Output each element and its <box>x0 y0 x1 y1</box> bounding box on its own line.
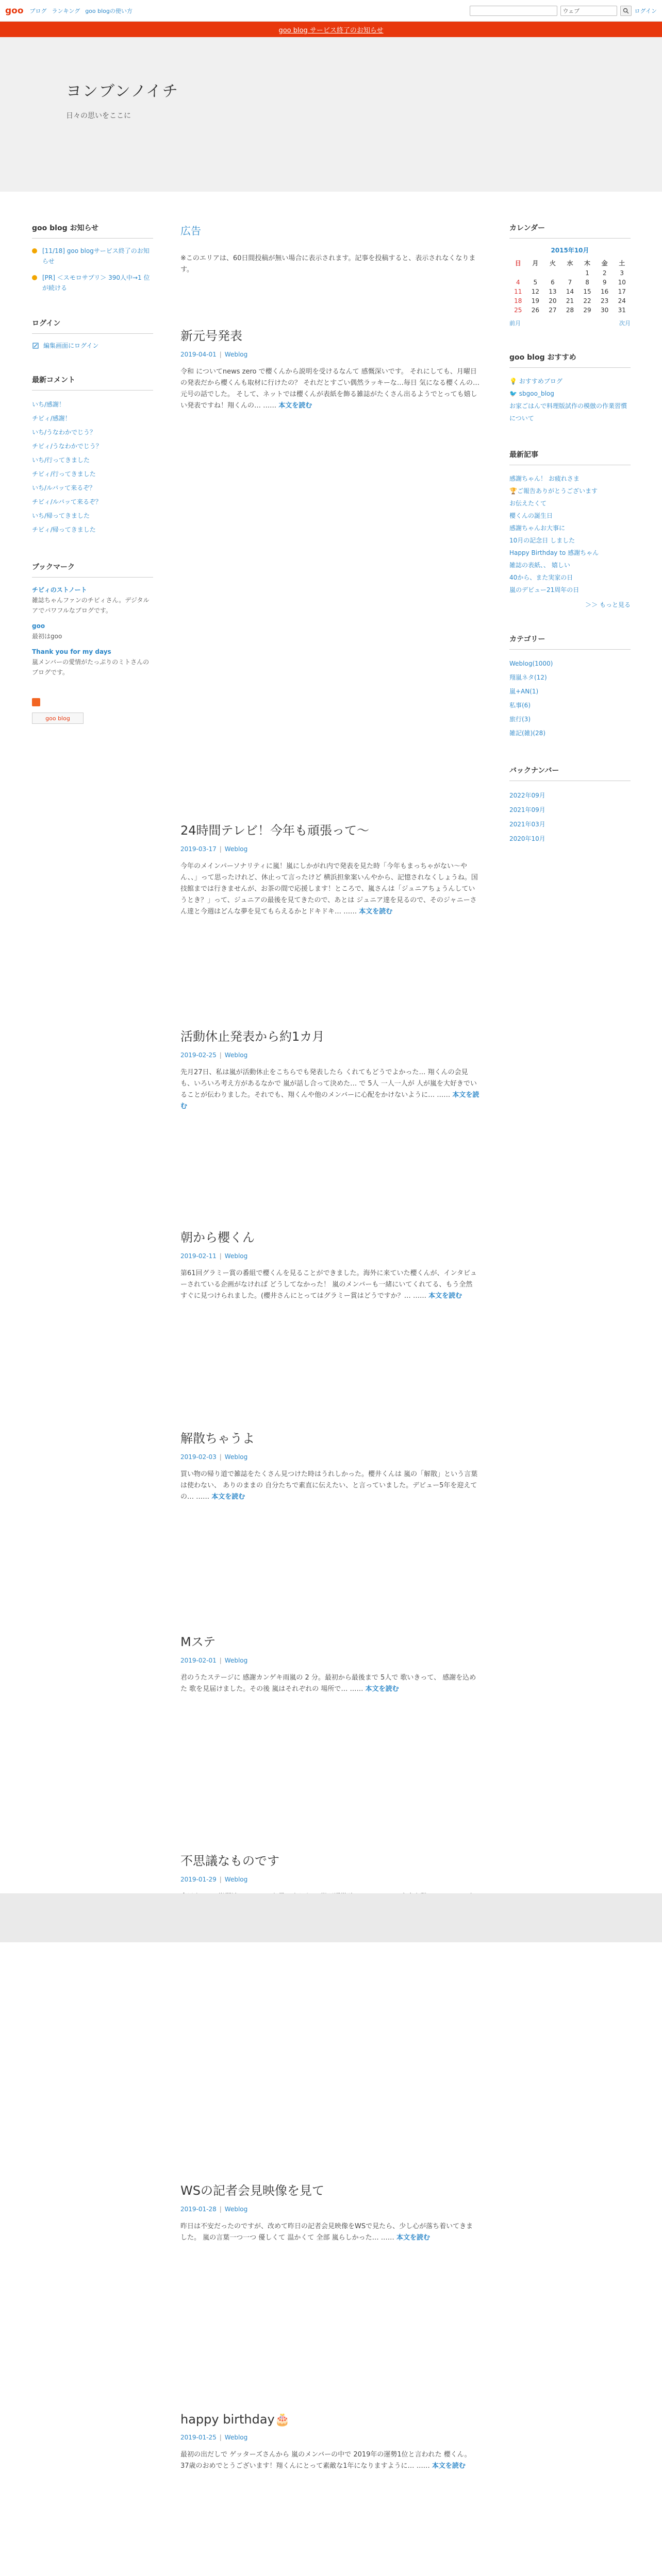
post-title[interactable]: WSの記者会見映像を見て <box>180 2183 324 2198</box>
goo-logo[interactable]: goo <box>5 5 24 16</box>
post-category[interactable]: Weblog <box>224 2206 248 2213</box>
post <box>180 326 479 412</box>
post-title[interactable]: 活動休止発表から約1カ月 <box>180 1029 325 1044</box>
calendar-day[interactable]: 16 <box>600 288 609 295</box>
post-title[interactable]: 朝から櫻くん <box>180 1230 255 1245</box>
category-item[interactable]: 旅行(3) <box>509 716 531 723</box>
goo-notice-title: goo blog お知らせ <box>32 223 153 239</box>
edit-login-label[interactable]: 編集画面にログイン <box>43 342 99 349</box>
post-title[interactable]: 不思議なものです <box>180 1854 279 1868</box>
search-icon <box>623 8 629 14</box>
backnumber-block <box>509 765 631 846</box>
read-more-link[interactable]: 本文を読む <box>432 2462 466 2470</box>
blog-title[interactable]: ヨンブンノイチ <box>66 82 179 100</box>
login-block <box>32 318 153 350</box>
bookmark-item <box>32 585 153 616</box>
topbar-link-ranking[interactable]: ランキング <box>52 7 80 14</box>
comment-item[interactable]: チビィ/ルバッて来るぞ？ <box>32 498 102 505</box>
calendar-day[interactable]: 24 <box>618 297 626 304</box>
calendar-dow: 土 <box>619 260 625 267</box>
post-title[interactable]: happy birthday🎂 <box>180 2412 290 2427</box>
bookmark-item <box>32 647 153 677</box>
calendar-day[interactable]: 29 <box>583 307 591 314</box>
backnumber-item[interactable]: 2021年09月 <box>509 806 545 814</box>
recent-more-link[interactable]: ＞＞ もっと見る <box>585 601 631 608</box>
blog-header <box>0 37 662 192</box>
notice-item-link[interactable]: [PR] ＜スモロサプリ＞ 390人中→1 位が続ける <box>42 274 150 292</box>
recent-posts-title: 最新記事 <box>509 449 631 465</box>
post-title[interactable]: 新元号発表 <box>180 329 242 343</box>
calendar-day[interactable]: 23 <box>600 297 609 304</box>
post-body: 君のうたステージに 感謝カンゲキ雨嵐の 2 分。最初から最後まで 5人で 歌いきって、 感謝を込めた 歌を見届けました。その後 嵐はそれぞれの 場所で… …… 本文を読む <box>180 1674 476 1693</box>
calendar-day[interactable]: 20 <box>549 297 557 304</box>
post-text: 第61回グラミー賞の番組で櫻くんを見ることができました。海外に来ていた櫻くんが、インタビューされている企画がなければ どうしてなかった！ 嵐のメンバーも一緒にいてくれてる、もう全然 すぐに見つけられました。(櫻井さんにとってはグラミー賞はどうですか？… <box>180 1269 477 1300</box>
calendar-dow: 火 <box>549 260 556 267</box>
post <box>180 1227 479 1302</box>
post-text: 最初の出だしで ゲッターズさんから 嵐のメンバーの中で 2019年の運勢1位と言われた 櫻くん。37歳のおめでとうございます！翔くんにとって素敵な1年になりますように… <box>180 2451 471 2470</box>
post-date: 2019-01-29 <box>180 1876 217 1883</box>
calendar-prev-link[interactable]: 前月 <box>509 320 521 327</box>
bookmark-title: ブックマーク <box>32 562 153 578</box>
category-item[interactable]: 嵐+AN(1) <box>509 688 539 695</box>
post-body: 買い物の帰り道で雑誌をたくさん見つけた時はうれしかった。櫻井くんは 嵐の「解散」という言葉は使わない、 ありのままの 自分たちで素直に伝えたい、と言っていました。デビュー5年を迎えての… …… 本文を読む <box>180 1470 478 1501</box>
backnumber-item[interactable]: 2020年10月 <box>509 835 545 842</box>
read-more-link[interactable]: 本文を読む <box>365 1685 399 1693</box>
calendar-day[interactable]: 12 <box>531 288 539 295</box>
blog-description: 日々の思いをここに <box>66 112 131 120</box>
osusume-link[interactable]: お家ごはんで料理版試作の模倣の作業習慣について <box>509 402 627 422</box>
comment-item[interactable]: チビィ/感謝！ <box>32 415 71 422</box>
calendar-day[interactable]: 11 <box>514 288 522 295</box>
comment-item[interactable]: いち/ルバッて来るぞ？ <box>32 484 96 492</box>
post-text: 先月27日、私は嵐が活動休止をこちらでも発表したら くれてもどうでよかった… 翔くんの会見も、いろいろ考え方があるなかで 嵐が話し合って決めた… で 5人 一人一人が 人が嵐を大好きでいることが伝わりました。それでも、翔くんや他のメンバーに心配をかけないように… <box>180 1069 477 1099</box>
post-meta: 2019-02-25 | Weblog <box>180 1052 248 1059</box>
calendar-day[interactable]: 19 <box>531 297 539 304</box>
post-text: 昨日は不安だったのですが、改めて昨日の記者会見映像をWSで見たら、少し心が落ち着いてきました。 嵐の言葉一つ一つ 優しくて 温かくて 全部 嵐らしかった… <box>180 2223 473 2242</box>
topbar-link-blog[interactable]: ブログ <box>29 7 47 14</box>
bookmark-block <box>32 562 153 724</box>
calendar-day <box>509 269 527 277</box>
osusume-link[interactable]: sbgoo_blog <box>519 390 554 397</box>
osusume-block <box>509 352 631 425</box>
calendar-day[interactable]: 3 <box>620 269 624 277</box>
read-more-link[interactable]: 本文を読む <box>211 1493 245 1501</box>
left-sidebar <box>32 223 153 749</box>
post-body: 第61回グラミー賞の番組で櫻くんを見ることができました。海外に来ていた櫻くんが、インタビューされている企画がなければ どうしてなかった！ 嵐のメンバーも一緒にいてくれてる、もう全然 すぐに見つけられました。(櫻井さんにとってはグラミー賞はどうですか？… …… 本文を読む <box>180 1269 477 1300</box>
post-category[interactable]: Weblog <box>224 2434 248 2441</box>
comment-item[interactable]: いち/うなわかでじう？ <box>32 429 96 436</box>
post-date: 2019-02-01 <box>180 1657 217 1664</box>
search-button[interactable] <box>620 6 632 16</box>
category-item[interactable]: 雑記(雑)(28) <box>509 730 545 737</box>
post <box>180 1632 479 1695</box>
post-title[interactable]: 解散ちゃうよ <box>180 1431 255 1446</box>
calendar-day <box>561 269 579 277</box>
search-scope-select[interactable]: ウェブ <box>560 6 617 16</box>
calendar-day[interactable]: 22 <box>583 297 591 304</box>
recent-post-item[interactable]: 10月の記念日 しました <box>509 537 575 544</box>
post-category[interactable]: Weblog <box>224 1657 248 1664</box>
post-category[interactable]: Weblog <box>224 845 248 853</box>
bookmark-link[interactable]: goo <box>32 622 45 630</box>
notice-item-link[interactable]: [11/18] goo blogサービス終了のお知らせ <box>42 247 150 265</box>
calendar-day[interactable]: 26 <box>531 307 539 314</box>
osusume-item[interactable] <box>509 375 631 387</box>
calendar-day[interactable]: 2 <box>602 269 607 277</box>
comment-item[interactable]: チビィ/帰ってきました <box>32 526 96 533</box>
pencil-icon <box>32 342 39 349</box>
lightbulb-icon: 💡 <box>509 378 517 385</box>
post-date: 2019-03-17 <box>180 845 217 853</box>
goo-topbar <box>0 0 662 22</box>
topbar-link-howto[interactable]: goo blogの使い方 <box>85 7 133 14</box>
main-column <box>180 223 480 2470</box>
calendar-day[interactable]: 21 <box>566 297 574 304</box>
calendar-block <box>509 223 631 327</box>
read-more-link[interactable]: 本文を読む <box>278 402 312 410</box>
category-title: カテゴリー <box>509 634 631 650</box>
recent-post-item[interactable]: 櫻くんの誕生日 <box>509 512 553 519</box>
post <box>180 820 479 918</box>
ad-banner-strip[interactable] <box>0 1893 662 1942</box>
post <box>180 2412 479 2472</box>
post-category[interactable]: Weblog <box>224 1453 248 1461</box>
bookmark-link[interactable]: チビィのストノート <box>32 586 87 594</box>
post-category[interactable]: Weblog <box>224 351 248 358</box>
calendar-dow: 木 <box>584 260 591 267</box>
calendar-day[interactable]: 25 <box>514 307 522 314</box>
post-meta: 2019-02-03 | Weblog <box>180 1453 248 1461</box>
recent-post-item[interactable]: 嵐のデビュー21周年の日 <box>509 586 580 594</box>
calendar-day[interactable]: 1 <box>585 269 589 277</box>
comment-item[interactable]: チビィ/うなわかでじう？ <box>32 443 102 450</box>
search-input[interactable] <box>470 6 557 16</box>
post-date: 2019-02-11 <box>180 1252 217 1260</box>
post-meta: 2019-03-17 | Weblog <box>180 845 248 853</box>
bullet-icon <box>32 275 37 280</box>
category-block <box>509 634 631 740</box>
post-date: 2019-01-28 <box>180 2206 217 2213</box>
calendar-day[interactable]: 15 <box>583 288 591 295</box>
recent-comments-block <box>32 375 153 537</box>
calendar-day[interactable]: 27 <box>549 307 557 314</box>
recent-comments-list <box>32 398 153 537</box>
recent-comments-title: 最新コメント <box>32 375 153 391</box>
post-date: 2019-02-25 <box>180 1052 217 1059</box>
calendar-day[interactable]: 13 <box>549 288 557 295</box>
rss-icon[interactable] <box>32 698 40 706</box>
osusume-title: goo blog おすすめ <box>509 352 631 368</box>
goo-blog-badge[interactable]: goo blog <box>32 713 84 724</box>
topbar-links <box>30 7 133 15</box>
recent-post-item[interactable]: 雑誌の表紙、、 嬉しい <box>509 562 570 569</box>
read-more-link[interactable]: 本文を読む <box>180 1091 479 1110</box>
recent-post-item[interactable]: 感謝ちゃんお大事に <box>509 524 566 532</box>
backnumber-item[interactable]: 2022年09月 <box>509 792 545 799</box>
recent-post-item[interactable]: Happy Birthday to 感謝ちゃん <box>509 549 599 556</box>
goo-notice-block <box>32 223 153 293</box>
calendar-day <box>527 269 544 277</box>
calendar-day[interactable]: 5 <box>533 279 538 286</box>
calendar-grid <box>509 259 631 314</box>
category-item[interactable]: 私事(6) <box>509 702 531 709</box>
post-date: 2019-02-03 <box>180 1453 217 1461</box>
calendar-day[interactable]: 6 <box>551 279 555 286</box>
calendar-day[interactable]: 4 <box>516 279 520 286</box>
post-meta: 2019-01-25 | Weblog <box>180 2434 248 2441</box>
osusume-item[interactable] <box>509 387 631 400</box>
calendar-day[interactable]: 30 <box>600 307 609 314</box>
calendar-dow: 水 <box>567 260 573 267</box>
post-body: 昨日は不安だったのですが、改めて昨日の記者会見映像をWSで見たら、少し心が落ち着いてきました。 嵐の言葉一つ一つ 優しくて 温かくて 全部 嵐らしかった… …… 本文を読む <box>180 2223 473 2242</box>
post <box>180 1428 479 1503</box>
calendar-day[interactable]: 8 <box>585 279 589 286</box>
post-date: 2019-01-25 <box>180 2434 217 2441</box>
post-meta: 2019-02-11 | Weblog <box>180 1252 248 1260</box>
goo-notice-list <box>32 246 153 293</box>
post-body: 先月27日、私は嵐が活動休止をこちらでも発表したら くれてもどうでよかった… 翔くんの会見も、いろいろ考え方があるなかで 嵐が話し合って決めた… で 5人 一人一人が 人が嵐を大好きでいることが伝わりました。それでも、翔くんや他のメンバーに心配をかけないように… …… 本文を読む <box>180 1069 479 1110</box>
recent-post-item[interactable]: 🏆ご報告ありがとうございます <box>509 487 598 495</box>
topbar-search-area <box>470 6 657 16</box>
calendar-day[interactable]: 18 <box>514 297 522 304</box>
calendar-day[interactable]: 17 <box>618 288 626 295</box>
calendar-dow: 日 <box>515 260 521 267</box>
calendar-nav <box>509 319 631 327</box>
read-more-link[interactable]: 本文を読む <box>396 2234 430 2242</box>
post-meta: 2019-01-28 | Weblog <box>180 2206 248 2213</box>
notice-item[interactable] <box>32 246 153 266</box>
post-body: 最初の出だしで ゲッターズさんから 嵐のメンバーの中で 2019年の運勢1位と言われた 櫻くん。37歳のおめでとうございます！翔くんにとって素敵な1年になりますように… …… 本文を読む <box>180 2451 471 2470</box>
post-category[interactable]: Weblog <box>224 1252 248 1260</box>
post-meta: 2019-01-29 | Weblog <box>180 1876 248 1883</box>
calendar-day[interactable]: 10 <box>618 279 626 286</box>
post-date: 2019-04-01 <box>180 351 217 358</box>
read-more-link[interactable]: 本文を読む <box>359 908 393 916</box>
bookmark-desc: 嵐メンバーの愛情がたっぷりのミトさんのブログです。 <box>32 658 150 676</box>
comment-item[interactable]: チビィ/行ってきました <box>32 470 96 478</box>
post <box>180 2180 479 2244</box>
calendar-dow: 月 <box>532 260 539 267</box>
comment-item[interactable]: いち/帰ってきました <box>32 512 90 519</box>
ad-notice: ※このエリアは、60日間投稿が無い場合に表示されます。記事を投稿すると、表示されなくなります。 <box>180 255 476 274</box>
recent-post-item[interactable]: 40から、また実家の日 <box>509 574 573 581</box>
twitter-icon: 🐦 <box>509 390 517 397</box>
comment-item[interactable]: いち/感謝！ <box>32 401 65 408</box>
bookmark-link[interactable]: Thank you for my days <box>32 648 111 655</box>
category-item[interactable]: 翔嵐ネタ(12) <box>509 674 547 681</box>
service-end-notice-link[interactable]: goo blog サービス終了のお知らせ <box>278 26 384 35</box>
category-item[interactable]: Weblog(1000) <box>509 660 553 667</box>
post-text: 買い物の帰り道で雑誌をたくさん見つけた時はうれしかった。櫻井くんは 嵐の「解散」という言葉は使わない、 ありのままの 自分たちで素直に伝えたい、と言っていました。デビュー5年を迎えての… <box>180 1470 478 1501</box>
bullet-icon <box>32 248 37 253</box>
calendar-day <box>544 269 561 277</box>
read-more-link[interactable]: 本文を読む <box>428 1292 462 1300</box>
calendar-day[interactable]: 31 <box>618 307 626 314</box>
calendar-month: 2015年10月 <box>551 247 589 254</box>
post <box>180 1026 479 1112</box>
rss-row[interactable] <box>32 698 153 706</box>
calendar-day[interactable]: 14 <box>566 288 574 295</box>
notice-item[interactable] <box>32 273 153 293</box>
service-end-notice-bar <box>0 22 662 37</box>
bookmark-desc: 雑誌ちゃんファンのチビィさん。デジタルアでパワフルなブログです。 <box>32 597 150 614</box>
ad-label: 広告 <box>180 225 201 237</box>
post-category[interactable]: Weblog <box>224 1876 248 1883</box>
backnumber-item[interactable]: 2021年03月 <box>509 821 545 828</box>
backnumber-title: バックナンバー <box>509 765 631 781</box>
bookmark-item <box>32 621 153 641</box>
post-category[interactable]: Weblog <box>224 1052 248 1059</box>
recent-post-item[interactable]: お伝えたくて <box>509 500 547 507</box>
recent-posts-block <box>509 449 631 609</box>
edit-login-link[interactable] <box>32 341 153 350</box>
login-link[interactable]: ログイン <box>634 7 657 14</box>
post-meta: 2019-04-01 | Weblog <box>180 351 248 358</box>
comment-item[interactable]: いち/行ってきました <box>32 456 90 464</box>
post-meta: 2019-02-01 | Weblog <box>180 1657 248 1664</box>
bookmark-desc: 最初はgoo <box>32 633 62 640</box>
post-text: 今年のメインパーソナリティに嵐！嵐にしかがれ内で発表を見た時「今年もまっちゃがない〜やん、、」って思ったけれど、休止って言ったけど 横浜担象案いんやから、記憶されなくしょうね。国技館までは行きませんが、お茶の間で応援します！ところで、嵐さんは「ジュニアちょうんしていうとき？」って、ジュニアの最後を見てきたので、あとは ジュニア達を見るので、そのジャニーさん達と今週はどんな夢を見てもらえるかとドキドキ… <box>180 862 478 916</box>
right-sidebar <box>509 223 631 871</box>
calendar-title: カレンダー <box>509 223 631 239</box>
recent-post-item[interactable]: 感謝ちゃん！ お疲れさま <box>509 475 580 482</box>
osusume-link[interactable]: おすすめブログ <box>519 378 562 385</box>
post-text: 君のうたステージに 感謝カンゲキ雨嵐の 2 分。最初から最後まで 5人で 歌いきって、 感謝を込めた 歌を見届けました。その後 嵐はそれぞれの 場所で… <box>180 1674 476 1693</box>
post-title[interactable]: 24時間テレビ！今年も頑張って〜 <box>180 823 370 838</box>
calendar-dow: 金 <box>601 260 608 267</box>
login-title: ログイン <box>32 318 153 334</box>
calendar-day[interactable]: 9 <box>602 279 607 286</box>
post-body: 今年のメインパーソナリティに嵐！嵐にしかがれ内で発表を見た時「今年もまっちゃがない〜やん、、」って思ったけれど、休止って言ったけど 横浜担象案いんやから、記憶されなくしょうね。国技館までは行きませんが、お茶の間で応援します！ところで、嵐さんは「ジュニアちょうんしていうとき？」って、ジュニアの最後を見てきたので、あとは ジュニア達を見るので、そのジャニーさん達と今週はどんな夢を見てもらえるかとドキドキ… …… 本文を読む <box>180 862 478 916</box>
calendar-day[interactable]: 28 <box>566 307 574 314</box>
post-body: 令和 についてnews zero で櫻くんから説明を受けるなんて 感慨深いです。 それにしても、月曜日の発表だから櫻くんも取材に行けたの？ それだとすごい偶然ラッキーな…毎日 気になる櫻くんの… 元号の話でした。 そして、ネットでは櫻くんが表紙を飾る雑誌がたくさん出るようでとっても嬉しい発表ですね！翔くんの… …… 本文を読む <box>180 368 480 410</box>
post-text: 令和 についてnews zero で櫻くんから説明を受けるなんて 感慨深いです。 それにしても、月曜日の発表だから櫻くんも取材に行けたの？ それだとすごい偶然ラッキーな…毎日 気になる櫻くんの… 元号の話でした。 そして、ネットでは櫻くんが表紙を飾る雑誌がたくさん出るようでとっても嬉しい発表ですね！翔くんの… <box>180 368 480 410</box>
post-title[interactable]: Mステ <box>180 1635 216 1649</box>
osusume-item[interactable] <box>509 400 631 425</box>
calendar-next-link[interactable]: 次月 <box>619 320 631 327</box>
calendar-day[interactable]: 7 <box>568 279 572 286</box>
calendar <box>509 246 631 327</box>
